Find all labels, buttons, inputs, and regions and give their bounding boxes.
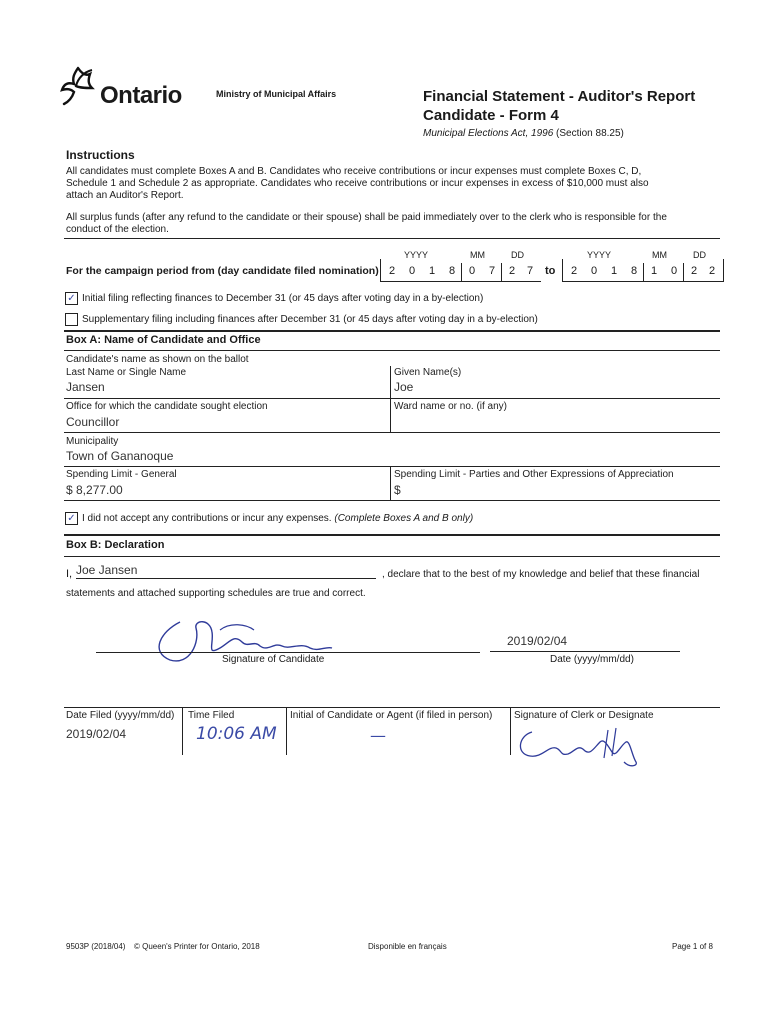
office-label: Office for which the candidate sought election bbox=[66, 401, 268, 412]
filing-col-divider bbox=[286, 707, 287, 755]
row-divider bbox=[64, 500, 720, 501]
ministry-name: Ministry of Municipal Affairs bbox=[216, 89, 337, 99]
column-divider bbox=[390, 398, 391, 432]
divider bbox=[64, 238, 720, 239]
to-digit: 0 bbox=[590, 265, 598, 277]
signature-line bbox=[96, 652, 480, 653]
page-number: Page 1 of 8 bbox=[672, 942, 713, 951]
row-divider bbox=[64, 432, 720, 433]
box-b-heading: Box B: Declaration bbox=[66, 539, 165, 551]
spending-general-label: Spending Limit - General bbox=[66, 469, 177, 480]
office-field[interactable]: Councillor bbox=[66, 415, 120, 429]
instructions-para-2: All surplus funds (after any refund to the candidate or their spouse) shall be paid immediately over to the clerk who is responsible for the conduct of the election. bbox=[66, 212, 667, 235]
initial-filing-label: Initial filing reflecting finances to December 31 (or 45 days after voting day in a by-election) bbox=[82, 293, 484, 304]
ward-label: Ward name or no. (if any) bbox=[394, 401, 508, 412]
initial-agent-field[interactable]: — bbox=[370, 726, 386, 745]
to-digit: 0 bbox=[670, 265, 678, 277]
date-separator bbox=[683, 263, 684, 281]
candidate-name-caption: Candidate's name as shown on the ballot bbox=[66, 354, 249, 365]
filing-col-divider bbox=[510, 707, 511, 755]
spending-parties-field[interactable]: $ bbox=[394, 483, 401, 497]
ontario-logo bbox=[58, 64, 198, 112]
to-mm-label: MM bbox=[652, 250, 667, 260]
clerk-signature bbox=[512, 722, 662, 768]
initial-filing-checkbox[interactable]: ✓ bbox=[65, 292, 78, 305]
column-divider bbox=[390, 366, 391, 398]
act-section: (Section 88.25) bbox=[556, 128, 624, 139]
box-a-heading-rule bbox=[64, 350, 720, 351]
date-line bbox=[490, 651, 680, 652]
filing-table-top bbox=[64, 707, 720, 708]
form-number: 9503P (2018/04) bbox=[66, 942, 126, 951]
from-digit: 2 bbox=[508, 265, 516, 277]
given-name-field[interactable]: Joe bbox=[394, 380, 414, 394]
to-yyyy-label: YYYY bbox=[587, 250, 612, 260]
to-digit: 2 bbox=[690, 265, 698, 277]
date-separator bbox=[461, 263, 462, 281]
to-label: to bbox=[545, 265, 556, 277]
campaign-period-label: For the campaign period from (day candidate filed nomination) bbox=[66, 265, 379, 277]
date-separator bbox=[643, 263, 644, 281]
from-digit: 1 bbox=[428, 265, 436, 277]
date-label: Date (yyyy/mm/dd) bbox=[550, 654, 634, 665]
box-a-top-rule bbox=[64, 330, 720, 332]
no-contributions-note: (Complete Boxes A and B only) bbox=[334, 513, 474, 524]
ontario-wordmark: Ontario bbox=[100, 82, 182, 109]
supplementary-filing-label: Supplementary filing including finances after December 31 (or 45 days after voting day in a by-election) bbox=[82, 314, 538, 325]
municipality-field[interactable]: Town of Gananoque bbox=[66, 449, 174, 463]
to-date-field[interactable] bbox=[562, 259, 724, 282]
french-availability: Disponible en français bbox=[368, 942, 447, 951]
time-filed-label: Time Filed bbox=[188, 710, 235, 721]
act-name: Municipal Elections Act, 1996 bbox=[423, 128, 554, 139]
no-contributions-label: I did not accept any contributions or incur any expenses. bbox=[82, 513, 332, 524]
column-divider bbox=[390, 466, 391, 500]
from-digit: 7 bbox=[526, 265, 534, 277]
trillium-icon bbox=[58, 64, 104, 108]
spending-general-field[interactable]: $ 8,277.00 bbox=[66, 483, 123, 497]
time-filed-field[interactable]: 10:06 AM bbox=[196, 724, 277, 744]
to-digit: 2 bbox=[708, 265, 716, 277]
date-filed-label: Date Filed (yyyy/mm/dd) bbox=[66, 710, 175, 721]
initial-agent-label: Initial of Candidate or Agent (if filed in person) bbox=[290, 710, 493, 721]
to-digit: 1 bbox=[650, 265, 658, 277]
form-subtitle: Candidate - Form 4 bbox=[423, 107, 559, 124]
row-divider bbox=[64, 466, 720, 467]
to-digit: 2 bbox=[570, 265, 578, 277]
no-contributions-checkbox[interactable]: ✓ bbox=[65, 512, 78, 525]
from-digit: 8 bbox=[448, 265, 456, 277]
to-dd-label: DD bbox=[693, 250, 706, 260]
from-digit: 2 bbox=[388, 265, 396, 277]
from-yyyy-label: YYYY bbox=[404, 250, 429, 260]
instructions-heading: Instructions bbox=[66, 148, 135, 162]
act-reference bbox=[423, 128, 624, 139]
copyright: © Queen's Printer for Ontario, 2018 bbox=[134, 942, 260, 951]
municipality-label: Municipality bbox=[66, 436, 119, 447]
declaration-text-2: statements and attached supporting schedules are true and correct. bbox=[66, 588, 366, 599]
declaration-date-field[interactable]: 2019/02/04 bbox=[507, 634, 568, 648]
clerk-signature-label: Signature of Clerk or Designate bbox=[514, 710, 654, 721]
from-digit: 0 bbox=[408, 265, 416, 277]
box-b-top-rule bbox=[64, 534, 720, 536]
form-title: Financial Statement - Auditor's Report bbox=[423, 88, 696, 105]
from-dd-label: DD bbox=[511, 250, 524, 260]
row-divider bbox=[64, 398, 720, 399]
instructions-para-1: All candidates must complete Boxes A and B. Candidates who receive contributions or incur expenses must complete Boxes C, D, Schedule 1 and Schedule 2 as appropriate. Candidates who receive contributions or incur expenses in excess of $10,000 must also attach an Auditor's Report. bbox=[66, 166, 649, 201]
filing-col-divider bbox=[182, 707, 183, 755]
from-date-field[interactable] bbox=[380, 259, 541, 282]
declarant-name-field[interactable]: Joe Jansen bbox=[76, 563, 376, 579]
to-digit: 1 bbox=[610, 265, 618, 277]
box-a-heading: Box A: Name of Candidate and Office bbox=[66, 334, 261, 346]
date-filed-field[interactable]: 2019/02/04 bbox=[66, 727, 127, 741]
from-digit: 7 bbox=[488, 265, 496, 277]
spending-parties-label: Spending Limit - Parties and Other Expressions of Appreciation bbox=[394, 469, 674, 480]
no-contributions-statement bbox=[82, 513, 473, 524]
box-b-heading-rule bbox=[64, 556, 720, 557]
declaration-text: , declare that to the best of my knowledge and belief that these financial bbox=[382, 569, 700, 580]
from-digit: 0 bbox=[468, 265, 476, 277]
to-digit: 8 bbox=[630, 265, 638, 277]
last-name-field[interactable]: Jansen bbox=[66, 380, 105, 394]
signature-label: Signature of Candidate bbox=[222, 654, 325, 665]
last-name-label: Last Name or Single Name bbox=[66, 367, 187, 378]
date-separator bbox=[501, 263, 502, 281]
from-mm-label: MM bbox=[470, 250, 485, 260]
supplementary-filing-checkbox[interactable] bbox=[65, 313, 78, 326]
declaration-i: I, bbox=[66, 568, 73, 580]
given-name-label: Given Name(s) bbox=[394, 367, 462, 378]
